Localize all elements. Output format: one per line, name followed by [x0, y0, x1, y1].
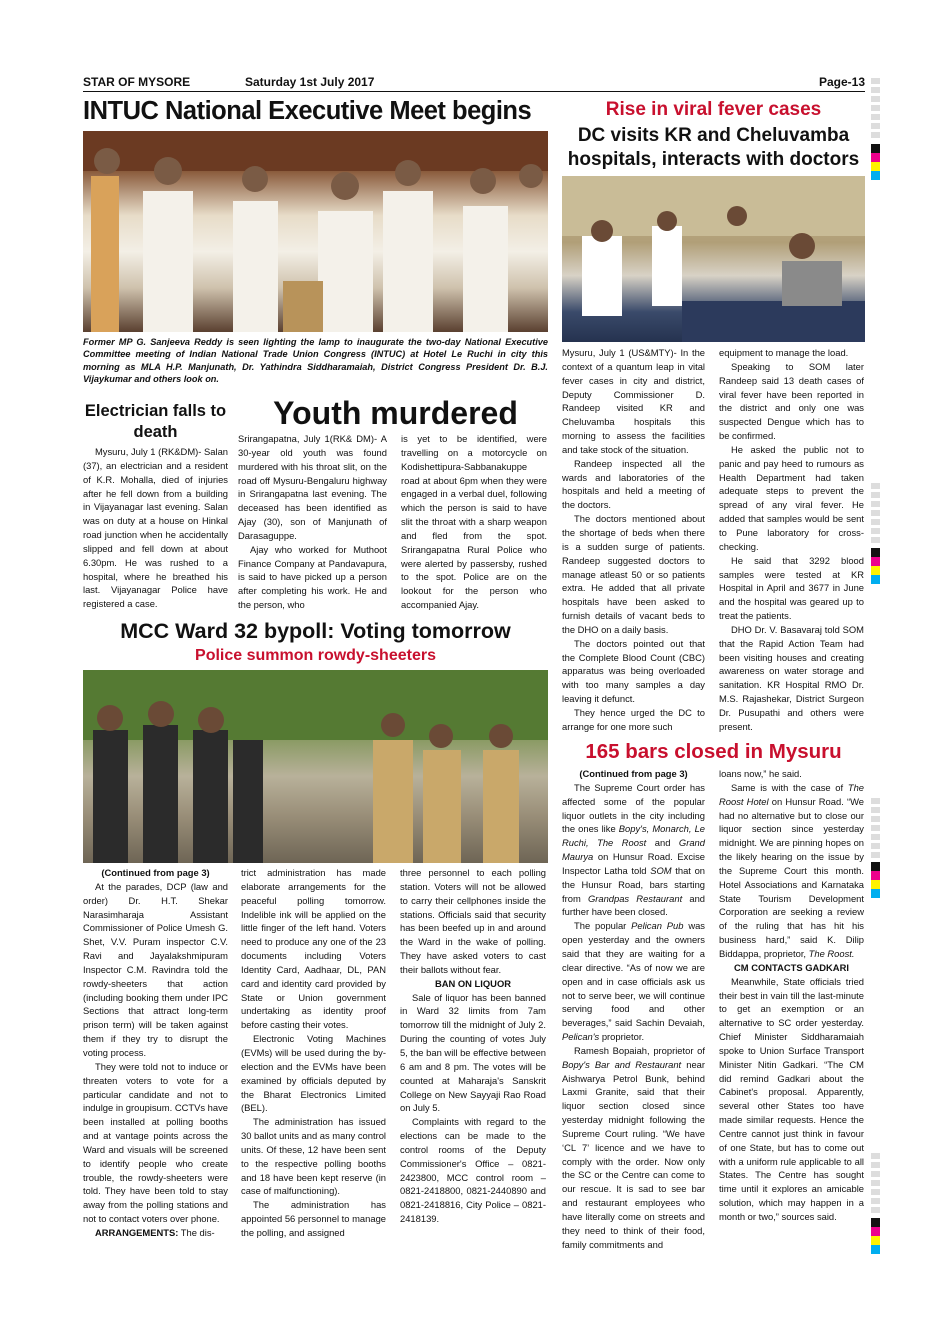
mcc-photo-illustration	[83, 670, 548, 863]
mcc-p: At the parades, DCP (law and order) Dr. H.T. Shekar Narasimharaja Assistant Commissioner of Police Umesh G. Shet, V.V. Puram inspector C.V. Ravi and Jayalakshmipuram Inspector C.M. Ravindra told the rowdy-sheeters that action (including booking them under IPC Sections that attract long-term prison term) will be taken against them if they try to disrupt the voting process.	[83, 880, 228, 1058]
t: on Hunsur Road. “We had no alternative but to close our liquor section since yesterday midnight. We are pinning hopes on the likely hearing on the issue by the Supreme Court this month. Hotel Associations and Karnataka State Tourism Development Corporation are seeking a review of the ruling that has hit his business hard,” said K. Dilip Biddappa, proprietor,	[719, 795, 864, 959]
intuc-headline: INTUC National Executive Meet begins	[83, 97, 532, 125]
masthead	[83, 74, 865, 92]
bars-p	[562, 781, 705, 919]
bars-p: loans now,” he said.	[719, 768, 802, 779]
youth-p: is yet to be identified, were travelling on a motorcycle on Kodishettipura-Sabbanakuppe road at about 6pm when they were engaged in a verbal duel, following which the person is said to have slit the throat with a sharp weapon and fled from the spot. Srirangapatna Rural Police who were alerted by passersby, rushed to the spot. Police are on the lookout for the person who accompanied Ajay.	[401, 433, 547, 611]
viral-p: Randeep inspected all the wards and laboratories of the hospitals and held a meeting of the doctors.	[562, 457, 705, 511]
mcc-headline: MCC Ward 32 bypoll: Voting tomorrow	[120, 619, 511, 643]
viral-photo	[562, 176, 865, 342]
viral-headline: DC visits KR and Cheluvamba hospitals, interacts with doctors	[567, 125, 860, 170]
intuc-photo-illustration	[83, 131, 548, 332]
mcc-p: trict administration has made elaborate arrangements for the peaceful polling tomorrow. Indelible ink will be applied on the little finger of the left hand. Voters need to produce any one of the 23 documents including Voters Identity Card, Aadhaar, DL, PAN card and identity card provided by State or Union government undertaking as identity proof before casting their votes.	[241, 867, 386, 1031]
cmyk-strip	[871, 548, 880, 584]
mcc-p: Electronic Voting Machines (EVMs) will be used during the by-election and the EVMs have been examined by officials deputed by the Bharat Electronics Limited (BEL).	[241, 1033, 386, 1114]
cmyk-strip	[871, 862, 880, 898]
t: Pelican Pub	[631, 920, 684, 932]
youth-col1	[238, 432, 387, 612]
mcc-p: three personnel to each polling station. Voters will not be allowed to carry their cellphones inside the stations. Officials said that security has been beefed up in and around the Ward in the wake of polling. They have asked voters to cast their ballots without fear.	[400, 867, 546, 975]
t: Bopy's Bar and Restaurant	[562, 1058, 682, 1070]
t: SOM	[650, 864, 672, 876]
t: Same is with the case of	[731, 781, 848, 793]
viral-p: Speaking to SOM later Randeep said 13 death cases of viral fever have been reported in the district and only one was suspected Dengue which has to be confirmed.	[719, 360, 864, 442]
gray-strip	[871, 78, 880, 138]
mcc-photo	[83, 670, 548, 863]
mcc-p: The administration has appointed 56 personnel to manage the polling, and assigned	[241, 1199, 386, 1238]
color-registration-marks	[871, 78, 880, 1278]
bars-continued: (Continued from page 3)	[579, 768, 688, 779]
t: proprietor.	[599, 1031, 645, 1043]
arrangements-text: The dis-	[180, 1226, 215, 1238]
t: Pelican's	[562, 1031, 600, 1043]
mcc-col1	[83, 866, 228, 1240]
issue-date: Saturday 1st July 2017	[245, 75, 375, 89]
youth-p: Ajay who worked for Muthoot Finance Company at Pandavapura, is said to have picked up a person after completing his work. He and the person, who	[238, 543, 387, 611]
viral-p: DHO Dr. V. Basavaraj told SOM that the Rapid Action Team had been visiting houses and creating awareness on water storage and sanitation. KR Hospital RMO Dr. M.S. Rajashekar, District Surgeon Dr. Pusupathi and others were present.	[719, 623, 864, 732]
bars-headline: 165 bars closed in Mysuru	[585, 740, 842, 763]
bars-col2	[719, 767, 864, 1224]
viral-p: The doctors mentioned about the shortage of beds when there is a sudden surge of patients. Randeep suggested doctors to manage atleast 50 or so patients extra. He added that all private hospitals have been asked to furnish details of vacant beds to the DHO on a daily basis.	[562, 513, 705, 635]
t: Grandpas Restaurant	[587, 892, 683, 904]
cmyk-strip	[871, 1218, 880, 1254]
t: The popular	[574, 920, 632, 932]
mcc-continued: (Continued from page 3)	[101, 867, 210, 878]
mcc-p	[83, 1226, 228, 1240]
t: and further have been closed.	[562, 892, 706, 918]
t: Ramesh Bopaiah, proprietor of	[574, 1044, 705, 1056]
electrician-body	[83, 445, 228, 611]
bars-p: Meanwhile, State officials tried their best in vain till the last-minute to get an exemption or an alternative to SC order yesterday. Chief Minister Siddharamaiah spoke to Union Surface Transport Minister Nitin Gadkari. “The CM did remind Gadkari about the Cabinet's proposal. Apparently, several other States too have made similar requests. Hence the Centre cannot just think in favour of one State, but has to come out with a uniform rule applicable to all States. The Centre has sought time until it explores an amicable solution, which may happen in a month or two,” sources said.	[719, 975, 864, 1222]
viral-p: He asked the public not to panic and pay heed to rumours as Health Department had taken adequate steps to prevent the spread of any viral fever. He added that samples would be sent to Pune laboratory for cross-checking.	[719, 443, 864, 552]
electrician-headline: Electrician falls to death	[84, 402, 227, 441]
t: near Aishwarya Petrol Bunk, behind Laxmi Granite, said that their liquor section closed since yesterday midnight following the Supreme Court ruling. “We have ‘CL 7’ licence and we have to comply with the order. Now only the SC or the Centre can come to our rescue. It is sad to see bar and restaurant employees who have literally come on streets and they need to think of their food, family commitments and	[562, 1058, 705, 1250]
bars-p	[719, 781, 864, 961]
mcc-p: Complaints with regard to the elections can be made to the control rooms of the Deputy Commissioner's Office – 0821-2423800, MCC control room – 0821-2418800, 0821-2440890 and 0821-2418816, City Police – 0821-2418139.	[400, 1116, 546, 1225]
youth-p: Srirangapatna, July 1(RK& DM)- A 30-year old youth was found murdered with his throat slit, on the road off Mysuru-Bengaluru highway in Srirangapatna last evening. The deceased has been identified as Ajay (30), son of Manjunath of Darasaguppe.	[238, 433, 387, 541]
intuc-caption: Former MP G. Sanjeeva Reddy is seen lighting the lamp to inaugurate the two-day National Executive Committee meeting of Indian National Trade Union Congress (INTUC) at Hotel Le Ruchi in city this morning as MLA H.P. Manjunath, Dr. Yathindra Siddharamaiah, District Congress President Dr. B.J. Vijaykumar and others look on.	[83, 337, 548, 384]
cm-contacts-head: CM CONTACTS GADKARI	[734, 961, 849, 973]
cmyk-strip	[871, 144, 880, 180]
t: The Roost Hotel	[719, 781, 864, 807]
bars-col1	[562, 767, 705, 1252]
intuc-photo	[83, 131, 548, 332]
t: The Roost.	[808, 947, 855, 959]
mcc-p: The administration has issued 30 ballot units and as many control units. Of these, 12 have been sent to the respective polling booths and 18 have been kept reserve (in case of malfunctioning).	[241, 1116, 386, 1197]
t: The Supreme Court order has affected some of the popular liquor outlets in the city including the ones like	[562, 781, 705, 835]
t: Bopy's, Monarch, Le Ruchi, The Roost	[562, 823, 705, 849]
t: that on the Hunsur Road, bars starting from	[562, 864, 705, 904]
viral-p: They hence urged the DC to arrange for one more such	[562, 706, 705, 732]
viral-p: equipment to manage the load.	[719, 347, 849, 358]
gray-strip	[871, 798, 880, 858]
youth-col2	[401, 432, 547, 612]
t: on Hunsur Road. Excise Inspector Latha told	[562, 851, 705, 876]
page-number: Page-13	[818, 75, 865, 89]
viral-p: Mysuru, July 1 (US&MTY)- In the context of a quantum leap in vital fever cases in city and district, Deputy Commissioner D. Randeep visited KR and Cheluvamba hospitals this morning to assess the facilities and take stock of the situation.	[562, 347, 705, 455]
ban-on-liquor-head: BAN ON LIQUOR	[434, 977, 512, 989]
bars-p	[562, 919, 705, 1044]
mcc-kicker: Police summon rowdy-sheeters	[195, 647, 436, 664]
gray-strip	[871, 483, 880, 543]
bars-p	[562, 1044, 705, 1252]
paper-name: STAR OF MYSORE	[83, 75, 191, 89]
gray-strip	[871, 1153, 880, 1213]
t: Grand Maurya	[562, 837, 705, 863]
viral-p: He said that 3292 blood samples were tested at KR Hospital in April and 3677 in June and the hospital was geared up to treat the patients.	[719, 554, 864, 622]
youth-headline: Youth murdered	[273, 395, 518, 431]
viral-col2	[719, 346, 864, 734]
viral-p: The doctors pointed out that the Complete Blood Count (CBC) apparatus was being overloaded with too many samples a day leaving it defunct.	[562, 637, 705, 705]
viral-kicker: Rise in viral fever cases	[605, 99, 822, 120]
mcc-p: Sale of liquor has been banned in Ward 32 limits from 7am tomorrow till the midnight of July 2. During the counting of votes July 5, the ban will be effective between 6 am and 8 pm. The votes will be counted at Maharaja's Sanskrit College on New Sayyaji Rao Road on July 5.	[400, 991, 546, 1114]
t: was open yesterday and the owners said that they are waiting for a clear directive. “As of now we are open and in case officials ask us not to serve beer, we will continue serving food and other beverages,” said Sachin Devaiah,	[562, 920, 705, 1029]
viral-photo-illustration	[562, 176, 865, 342]
electrician-p: Mysuru, July 1 (RK&DM)- Salan (37), an electrician and a resident of K.R. Mohalla, died of injuries after he fell down from a building in Vijayanagar last evening. Salan was on duty at a house on Hinkal road junction when he accidentally slipped and fell down at about 6.30pm. He was rushed to a hospital, where he breathed his last. Vijayanagar Police have registered a case.	[83, 446, 228, 610]
mcc-p: They were told not to induce or threaten voters to vote for a particular candidate and not to indulge in groupisum. CCTVs have been installed at polling booths and at vantage points across the Ward and visuals will be screened to identify people who create trouble, the rowdy-sheeters were told. They have been told to stay away from the polling stations and not to contact voters over phone.	[83, 1060, 228, 1225]
viral-col1	[562, 346, 705, 734]
arrangements-label: ARRANGEMENTS:	[95, 1226, 179, 1238]
mcc-col3	[400, 866, 546, 1226]
t: and	[646, 837, 679, 849]
mcc-col2	[241, 866, 386, 1240]
